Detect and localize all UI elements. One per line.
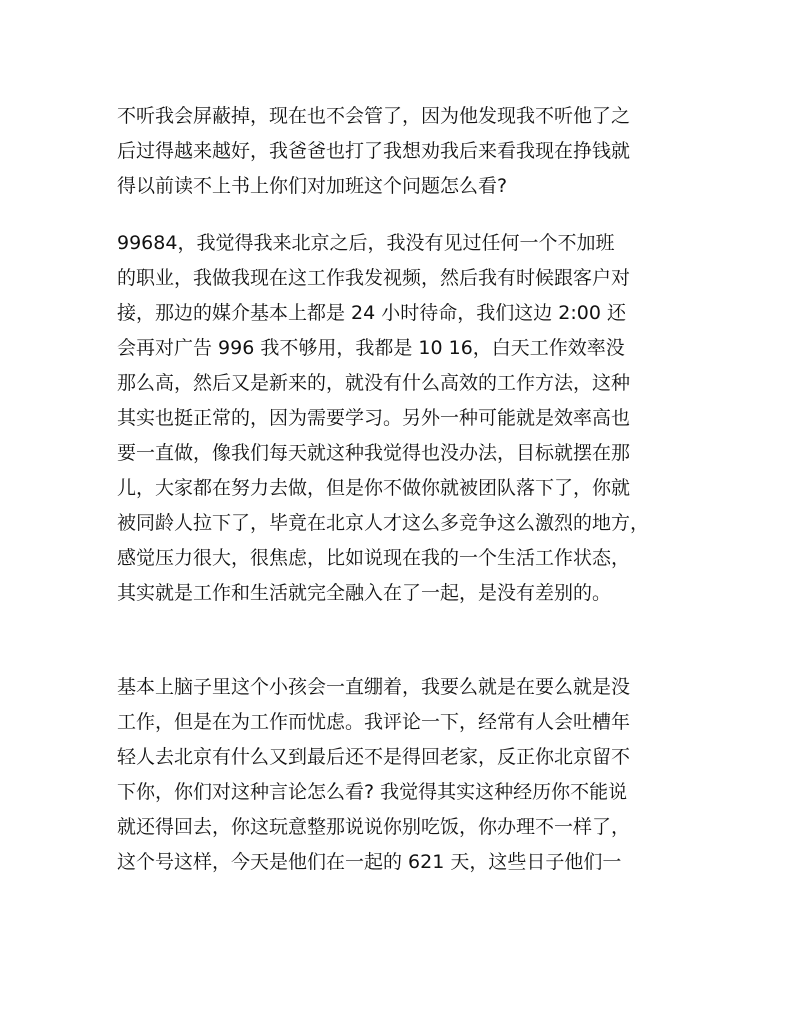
- text-line: 会再对广告 996 我不够用，我都是 10 16，白天工作效率没: [117, 337, 625, 359]
- text-line: 得以前读不上书上你们对加班这个问题怎么看?: [117, 175, 508, 197]
- text-line: 感觉压力很大，很焦虑，比如说现在我的一个生活工作状态，: [117, 547, 631, 569]
- text-line: 轻人去北京有什么又到最后还不是得回老家，反正你北京留不: [117, 746, 631, 768]
- text-line: 其实就是工作和生活就完全融入在了一起，是没有差别的。: [117, 582, 612, 604]
- text-line: 工作，但是在为工作而忧虑。我评论一下，经常有人会吐槽年: [117, 711, 631, 733]
- text-line: 要一直做，像我们每天就这种我觉得也没办法，目标就摆在那: [117, 442, 631, 464]
- paragraph-1: [117, 99, 687, 204]
- text-line: 就还得回去，你这玩意整那说说你别吃饭，你办理不一样了，: [117, 816, 631, 838]
- text-line: 不听我会屏蔽掉，现在也不会管了，因为他发现我不听他了之: [117, 105, 631, 127]
- text-line: 其实也挺正常的，因为需要学习。另外一种可能就是效率高也: [117, 407, 631, 429]
- text-line: 接，那边的媒介基本上都是 24 小时待命，我们这边 2:00 还: [117, 302, 627, 324]
- paragraph-2: [117, 226, 687, 611]
- text-line: 的职业，我做我现在这工作我发视频，然后我有时候跟客户对: [117, 267, 631, 289]
- text-line: 这个号这样，今天是他们在一起的 621 天，这些日子他们一: [117, 851, 622, 873]
- text-line: 被同龄人拉下了，毕竟在北京人才这么多竞争这么激烈的地方，: [117, 512, 650, 534]
- text-line: 基本上脑子里这个小孩会一直绷着，我要么就是在要么就是没: [117, 676, 631, 698]
- text-line: 儿，大家都在努力去做，但是你不做你就被团队落下了，你就: [117, 477, 631, 499]
- text-line: 99684，我觉得我来北京之后，我没有见过任何一个不加班: [117, 232, 615, 254]
- paragraph-3: [117, 670, 687, 880]
- text-line: 那么高，然后又是新来的，就没有什么高效的工作方法，这种: [117, 372, 631, 394]
- text-line: 下你，你们对这种言论怎么看? 我觉得其实这种经历你不能说: [117, 781, 628, 803]
- text-line: 后过得越来越好，我爸爸也打了我想劝我后来看我现在挣钱就: [117, 140, 631, 162]
